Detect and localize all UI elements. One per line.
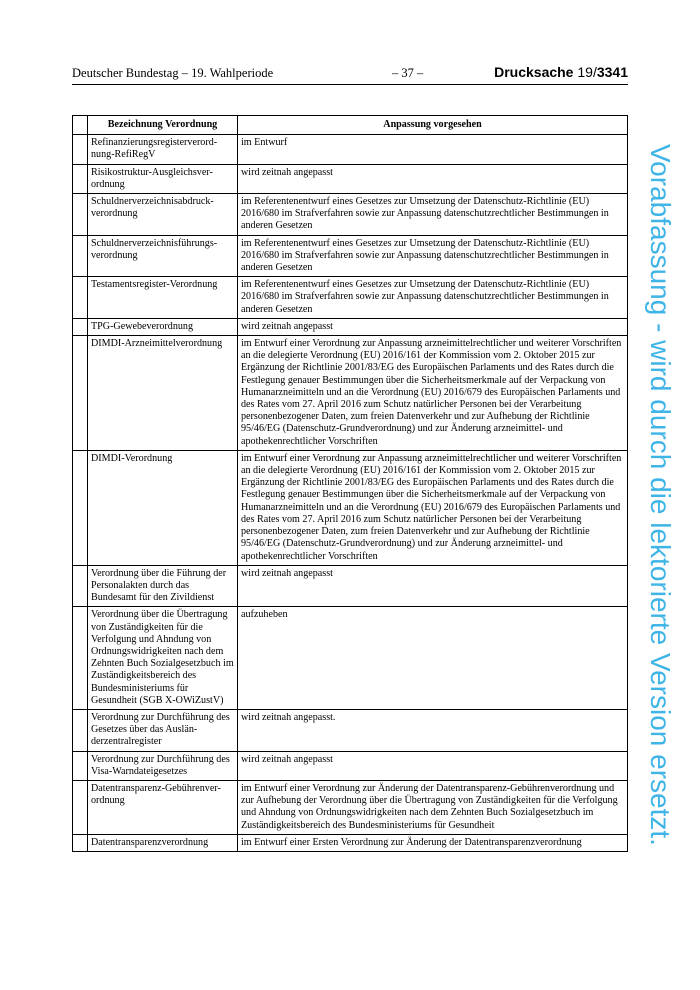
regulation-name: Verordnung über die Übertragung von Zuständigkeiten für die Verfolgung und Ahndung von Ordnungswidrigkeiten nach dem Zehnten Buch Sozialgesetzbuch im Zuständigkeitsbereich des Bundesministeriums für Gesundheit (SGB X-OWiZustV) bbox=[88, 607, 238, 710]
table-row bbox=[73, 709, 628, 751]
regulation-name: DIMDI-Arzneimittelverordnung bbox=[88, 336, 238, 451]
adjustment-status: wird zeitnah angepasst bbox=[238, 565, 628, 607]
adjustment-status: im Entwurf einer Verordnung zur Anpassung arzneimittelrechtlicher und weiterer Vorschriften an die delegierte Verordnung (EU) 2016/161 der Kommission vom 2. Oktober 2015 zur Ergänzung der Richtlinie 2001/83/EG des Europäischen Parlaments und des Rates durch die Festlegung genauer Bestimmungen über die Sicherheitsmerkmale auf der Verpackung von Humanarzneimitteln und an die Verordnung (EU) 2016/679 des Europäischen Parlaments und des Rates vom 27. April 2016 zum Schutz natürlicher Personen bei der Verarbeitung personenbezogener Daten, zum freien Datenverkehr und zur Aufhebung der Richtlinie 95/46/EG (Datenschutz-Grundverordnung) und zur Änderung arzneimittel- und apothekenrechtlicher Vorschriften bbox=[238, 336, 628, 451]
document-label: Drucksache bbox=[494, 64, 574, 80]
page-number: – 37 – bbox=[392, 66, 424, 80]
table-row bbox=[73, 607, 628, 710]
row-number-cell bbox=[73, 318, 88, 335]
table-row bbox=[73, 277, 628, 319]
document-number-bold: 3341 bbox=[596, 64, 628, 80]
row-number-cell bbox=[73, 194, 88, 236]
regulation-name: Refinanzierungsregisterverordnung-RefiRegV bbox=[88, 135, 238, 164]
table-row bbox=[73, 235, 628, 277]
regulation-name: DIMDI-Verordnung bbox=[88, 450, 238, 565]
row-number-cell bbox=[73, 751, 88, 780]
row-number-cell bbox=[73, 336, 88, 451]
regulation-name: Risikostruktur-Ausgleichsverordnung bbox=[88, 164, 238, 193]
page-header bbox=[72, 66, 628, 86]
row-number-cell bbox=[73, 164, 88, 193]
table-row bbox=[73, 336, 628, 451]
adjustment-status: wird zeitnah angepasst bbox=[238, 318, 628, 335]
regulation-name: Schuldnerverzeichnisabdruckverordnung bbox=[88, 194, 238, 236]
row-number-cell bbox=[73, 565, 88, 607]
regulation-name: Verordnung über die Führung der Personalakten durch das Bundesamt für den Zivildienst bbox=[88, 565, 238, 607]
regulation-name: Verordnung zur Durchführung des Gesetzes über das Ausländerzentralregister bbox=[88, 709, 238, 751]
table-header-row bbox=[73, 116, 628, 135]
adjustment-status: aufzuheben bbox=[238, 607, 628, 710]
header-cell-number bbox=[73, 116, 88, 135]
adjustment-status: im Entwurf einer Verordnung zur Änderung der Datentransparenz-Gebührenverordnung und zur Aufhebung der Verordnung über die Übertragung von Zuständigkeiten für die Verfolgung und Ahndung von Ordnungswidrigkeiten nach dem Zehnten Buch Sozialgesetzbuch im Zuständigkeitsbereich des Bundesministeriums für Gesundheit bbox=[238, 780, 628, 834]
table-row bbox=[73, 565, 628, 607]
row-number-cell bbox=[73, 450, 88, 565]
adjustment-status: im Entwurf bbox=[238, 135, 628, 164]
document-number-prefix: 19/ bbox=[577, 64, 597, 80]
draft-watermark-text: Vorabfassung - wird durch die lektorierte Version ersetzt. bbox=[645, 144, 676, 846]
table-row bbox=[73, 780, 628, 834]
table-row bbox=[73, 164, 628, 193]
row-number-cell bbox=[73, 709, 88, 751]
adjustment-status: im Referentenentwurf eines Gesetzes zur Umsetzung der Datenschutz-Richtlinie (EU) 2016/680 im Strafverfahren sowie zur Anpassung datenschutzrechtlicher Bestimmungen in anderen Gesetzen bbox=[238, 194, 628, 236]
adjustment-status: im Entwurf einer Verordnung zur Anpassung arzneimittelrechtlicher und weiterer Vorschriften an die delegierte Verordnung (EU) 2016/161 der Kommission vom 2. Oktober 2015 zur Ergänzung der Richtlinie 2001/83/EG des Europäischen Parlaments und des Rates durch die Festlegung genauer Bestimmungen über die Sicherheitsmerkmale auf der Verpackung von Humanarzneimitteln und an die Verordnung (EU) 2016/679 des Europäischen Parlaments und des Rates vom 27. April 2016 zum Schutz natürlicher Personen bei der Verarbeitung personenbezogener Daten, zum freien Datenverkehr und zur Aufhebung der Richtlinie 95/46/EG (Datenschutz-Grundverordnung) und zur Änderung arzneimittel- und apothekenrechtlicher Vorschriften bbox=[238, 450, 628, 565]
row-number-cell bbox=[73, 277, 88, 319]
table-row bbox=[73, 318, 628, 335]
table-row bbox=[73, 834, 628, 851]
adjustment-status: im Referentenentwurf eines Gesetzes zur Umsetzung der Datenschutz-Richtlinie (EU) 2016/680 im Strafverfahren sowie zur Anpassung datenschutzrechtlicher Bestimmungen in anderen Gesetzen bbox=[238, 277, 628, 319]
table-row bbox=[73, 135, 628, 164]
row-number-cell bbox=[73, 235, 88, 277]
regulations-table bbox=[72, 115, 628, 852]
adjustment-status: wird zeitnah angepasst bbox=[238, 164, 628, 193]
regulation-name: Testamentsregister-Verordnung bbox=[88, 277, 238, 319]
document-number bbox=[494, 64, 628, 80]
adjustment-status: wird zeitnah angepasst. bbox=[238, 709, 628, 751]
adjustment-status: im Referentenentwurf eines Gesetzes zur Umsetzung der Datenschutz-Richtlinie (EU) 2016/680 im Strafverfahren sowie zur Anpassung datenschutzrechtlicher Bestimmungen in anderen Gesetzen bbox=[238, 235, 628, 277]
regulation-name: Datentransparenz-Gebührenverordnung bbox=[88, 780, 238, 834]
header-parliament-term: Deutscher Bundestag – 19. Wahlperiode bbox=[72, 66, 274, 80]
row-number-cell bbox=[73, 607, 88, 710]
row-number-cell bbox=[73, 135, 88, 164]
regulation-name: Datentransparenzverordnung bbox=[88, 834, 238, 851]
header-rule bbox=[72, 84, 628, 85]
header-cell-name: Bezeichnung Verordnung bbox=[88, 116, 238, 135]
row-number-cell bbox=[73, 780, 88, 834]
adjustment-status: wird zeitnah angepasst bbox=[238, 751, 628, 780]
regulation-name: Schuldnerverzeichnisführungsverordnung bbox=[88, 235, 238, 277]
row-number-cell bbox=[73, 834, 88, 851]
table-row bbox=[73, 194, 628, 236]
regulation-name: TPG-Gewebeverordnung bbox=[88, 318, 238, 335]
adjustment-status: im Entwurf einer Ersten Verordnung zur Änderung der Datentransparenzverordnung bbox=[238, 834, 628, 851]
table-row bbox=[73, 450, 628, 565]
regulation-name: Verordnung zur Durchführung des Visa-Warndateigesetzes bbox=[88, 751, 238, 780]
table-row bbox=[73, 751, 628, 780]
header-cell-status: Anpassung vorgesehen bbox=[238, 116, 628, 135]
